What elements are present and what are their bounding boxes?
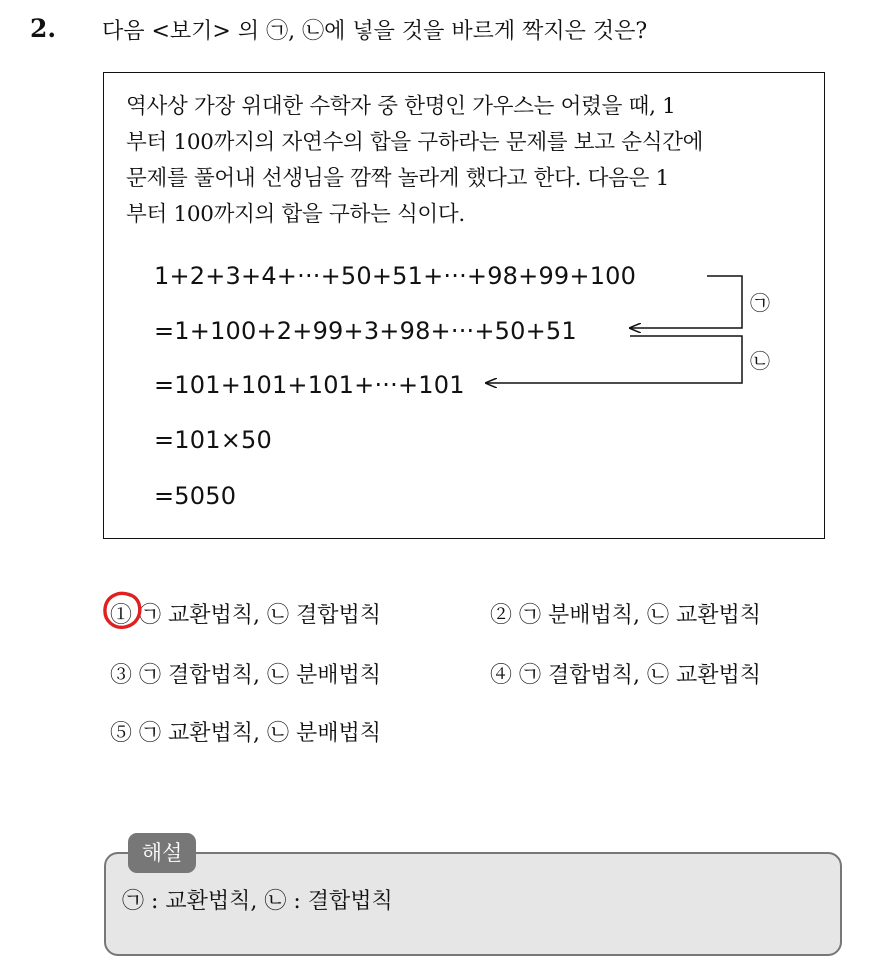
choice-number: ② <box>490 603 513 628</box>
choice-4[interactable] <box>490 658 761 689</box>
explanation-text: ㉠ : 교환법칙, ㉡ : 결합법칙 <box>122 889 393 914</box>
choice-3[interactable] <box>110 658 381 689</box>
math-line-3: =101+101+101+···+101 <box>154 371 465 399</box>
choice-number: ⑤ <box>110 721 133 746</box>
choice-number: ④ <box>490 663 513 688</box>
explanation-box <box>104 852 842 956</box>
label-circle-b: ㉡ <box>750 349 770 373</box>
choice-5[interactable] <box>110 716 381 747</box>
choice-number: ③ <box>110 663 133 688</box>
choice-text: ㉠ 교환법칙, ㉡ 분배법칙 <box>139 721 382 746</box>
choice-text: ㉠ 분배법칙, ㉡ 교환법칙 <box>519 603 762 628</box>
passage-line: 부터 100까지의 합을 구하는 식이다. <box>126 202 465 227</box>
math-line-1: 1+2+3+4+···+50+51+···+98+99+100 <box>154 262 637 290</box>
passage-line: 역사상 가장 위대한 수학자 중 한명인 가우스는 어렸을 때, 1 <box>126 94 676 119</box>
math-line-4: =101×50 <box>154 426 272 454</box>
choice-2[interactable] <box>490 598 761 629</box>
explanation-tab: 해설 <box>128 833 196 873</box>
arrow-b <box>486 336 742 383</box>
choice-text: ㉠ 교환법칙, ㉡ 결합법칙 <box>139 603 382 628</box>
math-line-5: =5050 <box>154 482 237 510</box>
choice-1[interactable] <box>110 598 381 629</box>
red-circle-mark-icon <box>100 589 146 633</box>
bogi-box <box>103 72 825 539</box>
passage-line: 부터 100까지의 자연수의 합을 구하라는 문제를 보고 순식간에 <box>126 130 704 155</box>
choice-text: ㉠ 결합법칙, ㉡ 분배법칙 <box>139 663 382 688</box>
math-line-2: =1+100+2+99+3+98+···+50+51 <box>154 317 577 345</box>
passage-line: 문제를 풀어내 선생님을 깜짝 놀라게 했다고 한다. 다음은 1 <box>126 166 669 191</box>
question-prompt: 다음 <보기> 의 ㉠, ㉡에 넣을 것을 바르게 짝지은 것은? <box>102 19 648 44</box>
arrow-a <box>630 276 742 328</box>
choice-number: ① <box>110 603 133 628</box>
choice-text: ㉠ 결합법칙, ㉡ 교환법칙 <box>519 663 762 688</box>
bracket-arrows <box>104 73 826 540</box>
question-number: 2. <box>30 14 57 43</box>
label-circle-a: ㉠ <box>750 291 770 315</box>
